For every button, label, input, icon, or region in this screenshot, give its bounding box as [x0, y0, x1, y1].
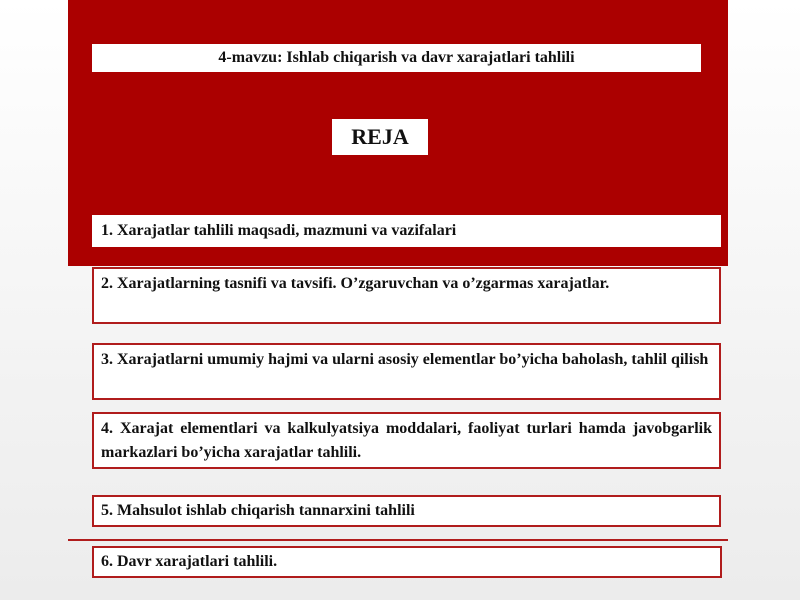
- bottom-divider: [68, 539, 728, 541]
- plan-item-3: 3. Xarajatlarni umumiy hajmi va ularni asosiy elementlar bo’yicha baholash, tahlil qilish: [92, 343, 721, 400]
- plan-item-6: 6. Davr xarajatlari tahlili.: [92, 546, 722, 578]
- plan-item-2: 2. Xarajatlarning tasnifi va tavsifi. O’zgaruvchan va o’zgarmas xarajatlar.: [92, 267, 721, 324]
- plan-heading: REJA: [332, 119, 428, 155]
- plan-item-5: 5. Mahsulot ishlab chiqarish tannarxini tahlili: [92, 495, 721, 527]
- plan-item-4: 4. Xarajat elementlari va kalkulyatsiya moddalari, faoliyat turlari hamda javobgarlik markazlari bo’yicha xarajatlar tahlili.: [92, 412, 721, 469]
- slide-title: 4-mavzu: Ishlab chiqarish va davr xarajatlari tahlili: [92, 44, 701, 72]
- plan-item-1: 1. Xarajatlar tahlili maqsadi, mazmuni va vazifalari: [92, 215, 721, 247]
